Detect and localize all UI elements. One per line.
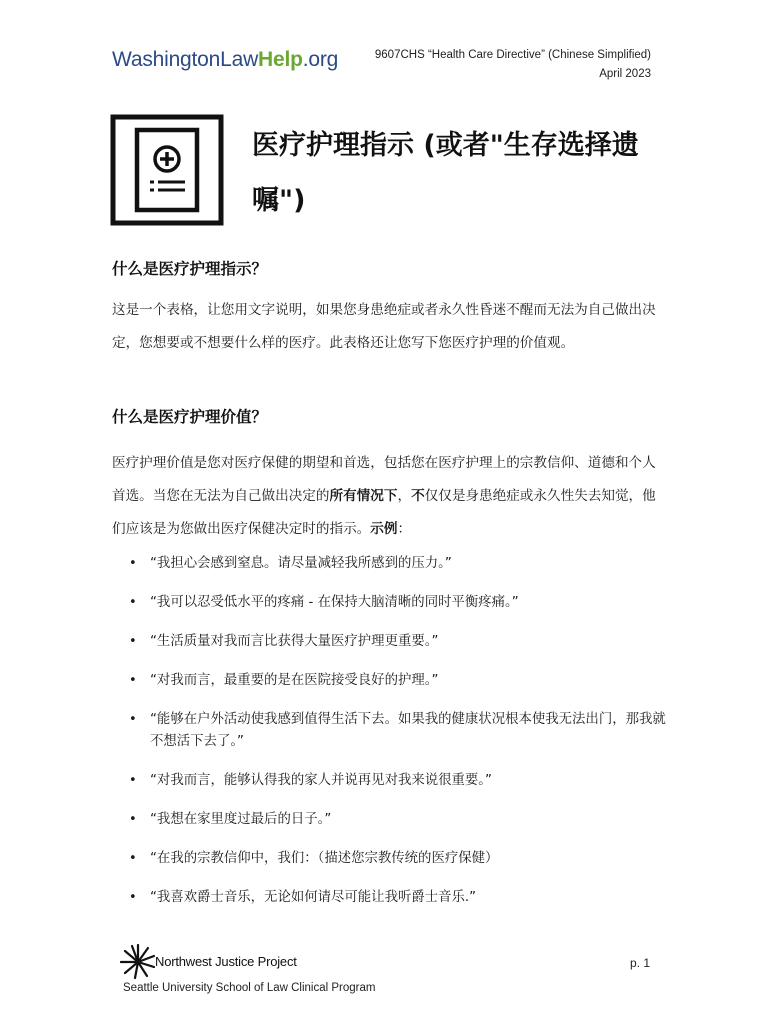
example-text: “对我而言，最重要的是在医院接受良好的护理。”	[150, 673, 439, 688]
footer-program: Seattle University School of Law Clinical Program	[123, 982, 376, 994]
bullet-icon: •	[129, 595, 137, 610]
values-text-2: ，	[397, 488, 412, 504]
section-body-values	[112, 447, 660, 546]
examples-list	[112, 553, 672, 909]
footer-org-name: Northwest Justice Project	[155, 954, 297, 969]
list-item	[112, 887, 672, 909]
document-date: April 2023	[599, 68, 651, 80]
logo-text-help: Help	[258, 48, 303, 71]
bullet-icon: •	[129, 673, 137, 688]
list-item	[112, 848, 672, 870]
list-item	[112, 709, 672, 753]
example-text: “在我的宗教信仰中，我们：（描述您宗教传统的医疗保健）	[150, 851, 499, 866]
list-item	[112, 592, 672, 614]
values-bold-all-situations: 所有情况下	[329, 488, 398, 504]
section-heading-values: 什么是医疗护理价值？	[112, 408, 268, 426]
values-bold-not: 不	[411, 488, 425, 504]
example-text: “生活质量对我而言比获得大量医疗护理更重要。”	[150, 634, 439, 649]
section-heading-directive: 什么是医疗护理指示？	[112, 260, 268, 278]
bullet-icon: •	[129, 890, 137, 905]
logo-text-washingtonlaw: WashingtonLaw	[112, 48, 259, 71]
page-number: p. 1	[630, 956, 651, 970]
values-bold-example: 示例	[370, 521, 398, 537]
example-text: “对我而言，能够认得我的家人并说再见对我来说很重要。”	[150, 773, 492, 788]
list-item	[112, 670, 672, 692]
example-text: “能够在户外活动使我感到值得生活下去。如果我的健康状况根本使我无法出门，那我就不想活下去了。”	[150, 712, 666, 749]
document-meta	[375, 46, 651, 84]
bullet-icon: •	[129, 812, 137, 827]
example-text: “我想在家里度过最后的日子。”	[150, 812, 332, 827]
list-item	[112, 770, 672, 792]
values-text-3: 仅仅是身患绝症或永久性失去知觉，他们应该是为您做出医疗保健决定时的指示。	[112, 488, 656, 537]
example-text: “我可以忍受低水平的疼痛 - 在保持大脑清晰的同时平衡疼痛。”	[150, 595, 519, 610]
list-item	[112, 809, 672, 831]
example-text: “我喜欢爵士音乐，无论如何请尽可能让我听爵士音乐.”	[150, 890, 477, 905]
bullet-icon: •	[129, 634, 137, 649]
list-item	[112, 631, 672, 653]
page-title: 医疗护理指示 (或者"生存选择遗嘱")	[252, 130, 639, 216]
example-text: “我担心会感到窒息。请尽量减轻我所感到的压力。”	[150, 556, 452, 571]
logo-text-org: .org	[302, 48, 339, 71]
section-body-directive: 这是一个表格，让您用文字说明，如果您身患绝症或者永久性昏迷不醒而无法为自己做出决定，您想要或不想要什么样的医疗。此表格还让您写下您医疗护理的价值观。	[112, 302, 656, 351]
bullet-icon: •	[129, 556, 137, 571]
bullet-icon: •	[129, 712, 137, 727]
values-text-4: ：	[397, 521, 412, 537]
medical-document-icon	[110, 114, 224, 226]
document-code: 9607CHS “Health Care Directive” (Chinese Simplified)	[374, 49, 651, 61]
washingtonlawhelp-logo	[112, 48, 338, 72]
bullet-icon: •	[129, 773, 137, 788]
list-item	[112, 553, 672, 575]
values-text-1: 医疗护理价值是您对医疗保健的期望和首选，包括您在医疗护理上的宗教信仰、道德和个人首选。当您在无法为自己做出决定的	[112, 455, 656, 504]
bullet-icon: •	[129, 851, 137, 866]
